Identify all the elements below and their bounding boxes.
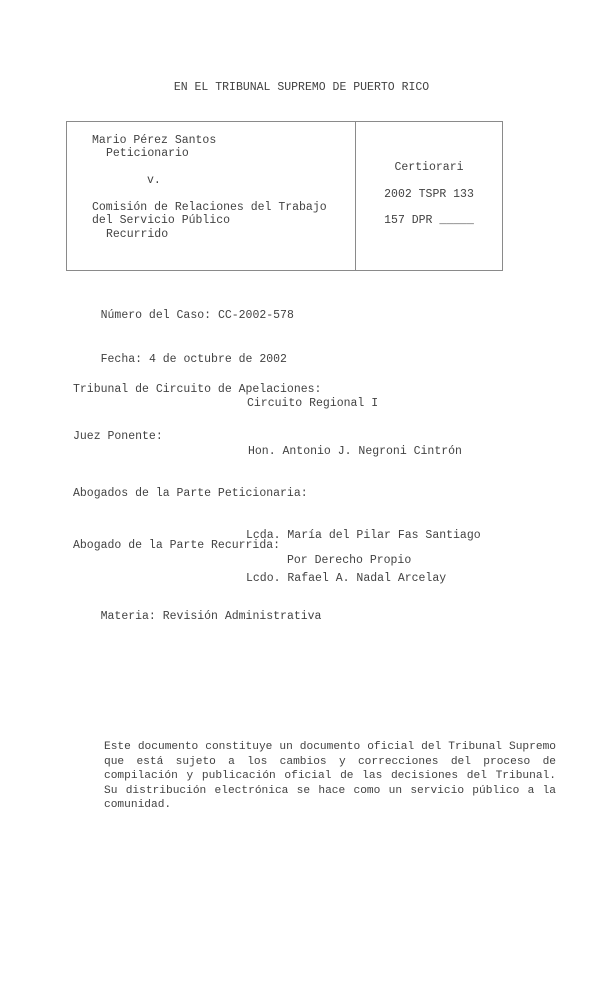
date-value: 4 de octubre de 2002	[148, 353, 287, 366]
document-title: EN EL TRIBUNAL SUPREMO DE PUERTO RICO	[173, 81, 430, 94]
respondent-attorney-label: Abogado de la Parte Recurrida:	[73, 539, 281, 552]
judge-label: Juez Ponente:	[73, 430, 163, 443]
date-label: Fecha:	[100, 353, 143, 366]
petitioner-attorneys-label: Abogados de la Parte Peticionaria:	[73, 487, 308, 500]
judge-value: Hon. Antonio J. Negroni Cintrón	[248, 445, 462, 458]
disclaimer-line: Este documento constituye un documento oficial del Tribunal Supremo	[104, 741, 556, 753]
disclaimer-line: comunidad.	[104, 799, 172, 811]
petitioner-attorney-2: Lcdo. Rafael A. Nadal Arcelay	[246, 571, 447, 585]
petitioner-name: Mario Pérez Santos	[92, 134, 217, 147]
subject-field	[73, 596, 321, 638]
disclaimer-line: que está sujeto a los cambios y correcciones del proceso de	[104, 755, 556, 768]
subject-value: Revisión Administrativa	[162, 610, 322, 623]
disclaimer-line: compilación y publicación oficial de las decisiones del Tribunal.	[104, 770, 556, 782]
official-document-disclaimer	[104, 740, 556, 813]
respondent-attorney-value: Por Derecho Propio	[287, 554, 412, 567]
date-field	[73, 339, 287, 381]
spacer	[67, 161, 355, 174]
citation-tspr: 2002 TSPR 133	[384, 187, 474, 201]
spacer	[67, 188, 355, 201]
writ-type: Certiorari	[394, 160, 464, 174]
subject-label: Materia:	[100, 610, 156, 623]
spacer	[356, 174, 502, 187]
case-number-field	[73, 295, 294, 337]
spacer	[356, 147, 502, 160]
respondent-role: Recurrido	[106, 227, 169, 241]
versus-label: v.	[147, 174, 161, 188]
caption-parties-cell	[67, 134, 355, 241]
appeals-court-label: Tribunal de Circuito de Apelaciones:	[73, 383, 322, 396]
appeals-court-value: Circuito Regional I	[247, 397, 379, 410]
petitioner-role: Peticionario	[106, 147, 189, 161]
respondent-name-line1: Comisión de Relaciones del Trabajo	[92, 201, 327, 214]
petitioner-attorney-1: Lcda. María del Pilar Fas Santiago	[246, 529, 481, 542]
spacer	[356, 134, 502, 147]
caption-citation-cell	[356, 134, 502, 228]
respondent-name-line2: del Servicio Público	[92, 214, 231, 228]
case-number-value: CC-2002-578	[217, 309, 294, 322]
citation-dpr: 157 DPR _____	[384, 214, 474, 228]
case-number-label: Número del Caso:	[100, 309, 212, 322]
spacer	[356, 201, 502, 214]
case-caption-box	[66, 121, 503, 271]
disclaimer-line: Su distribución electrónica se hace como un servicio público a la	[104, 784, 556, 797]
